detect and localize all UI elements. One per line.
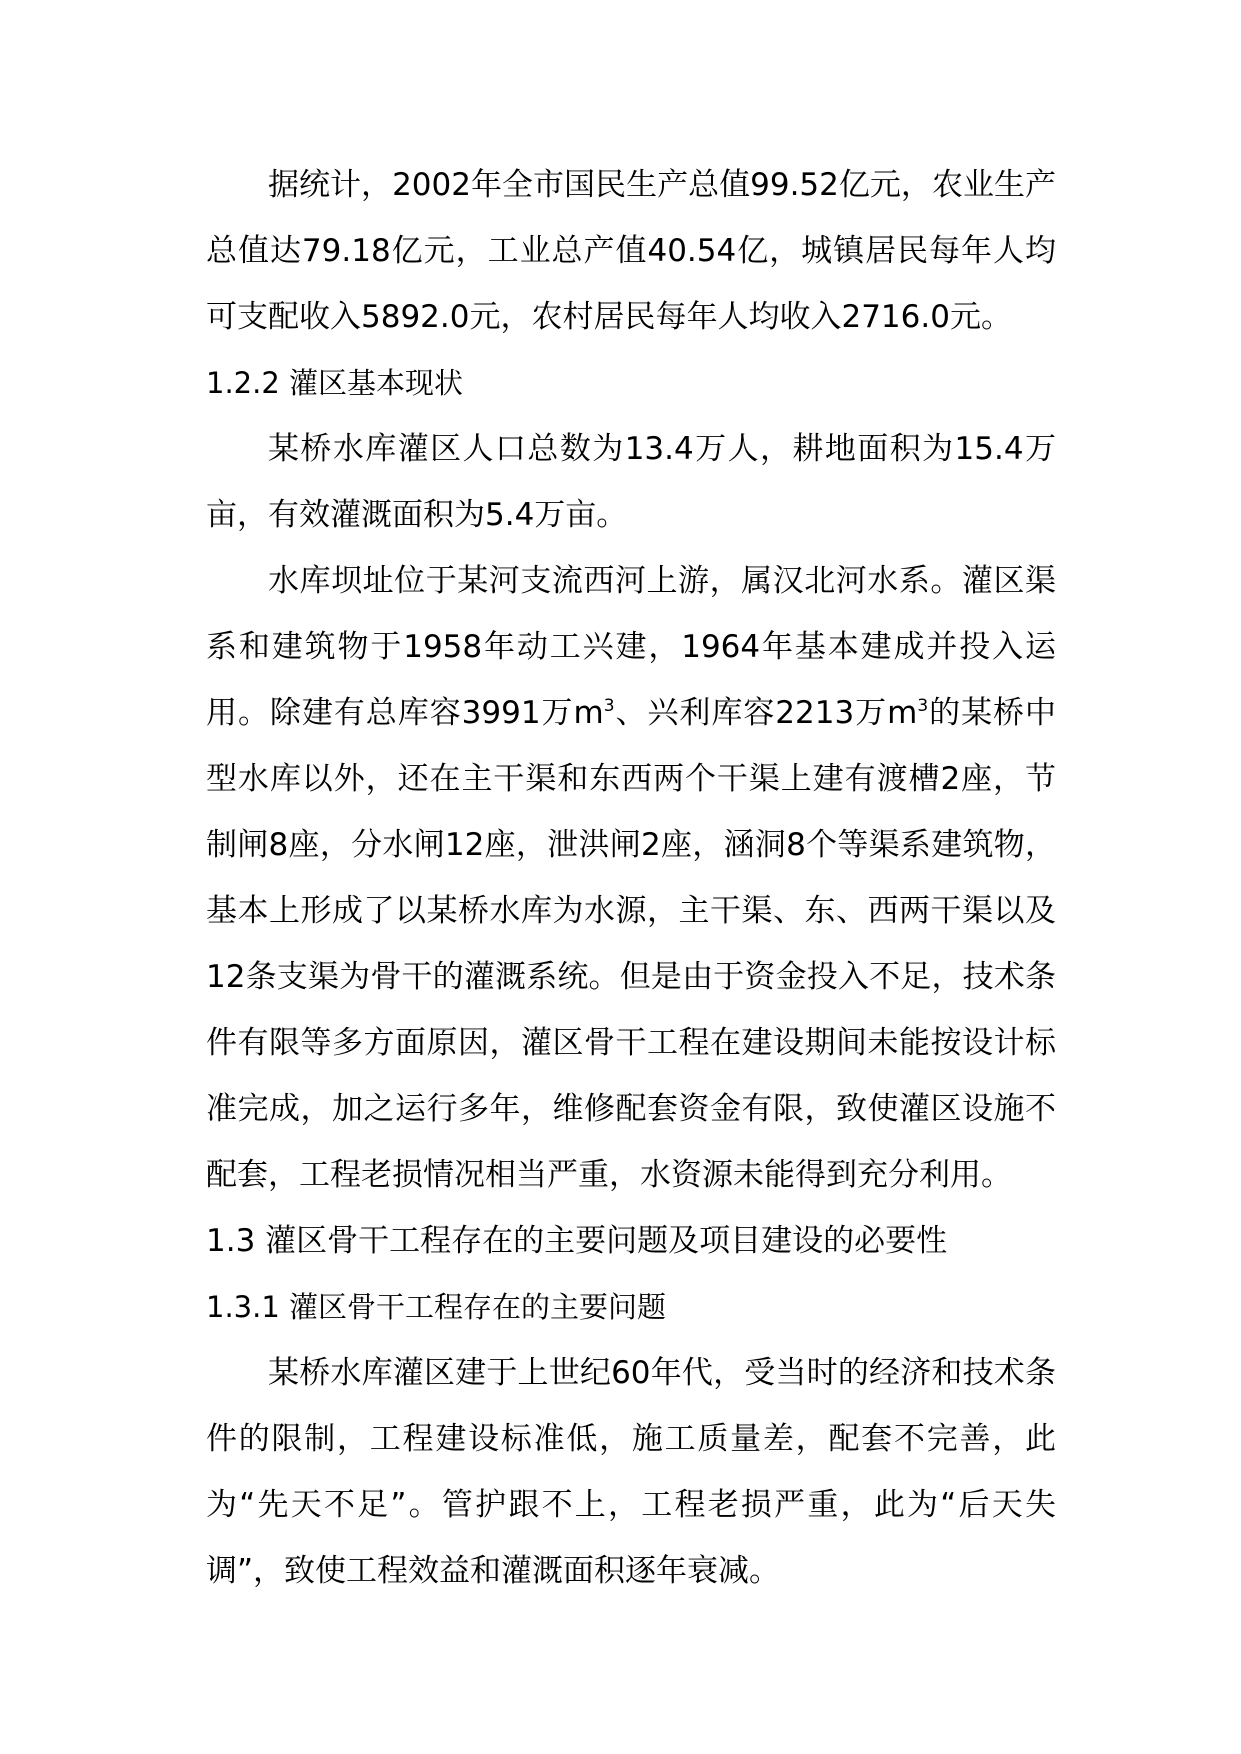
paragraph-problems: 某桥水库灌区建于上世纪60年代，受当时的经济和技术条件的限制，工程建设标准低，施工质量差，配套不完善，此为“先天不足”。管护跟不上，工程老损严重，此为“后天失调”，致使工程效益和灌溉面积逐年衰减。 [206, 1355, 1056, 1589]
superscript-3-b: 3 [917, 696, 929, 717]
document-page [206, 152, 1056, 1604]
reservoir-text-part-2: 、兴利库容2213万m [614, 695, 918, 731]
section-heading-1-2-2: 1.2.2 灌区基本现状 [206, 366, 464, 400]
reservoir-text-part-1: 水库坝址位于某河支流西河上游，属汉北河水系。灌区渠系和建筑物于1958年动工兴建，1964年基本建成并投入运用。除建有总库容3991万m [206, 563, 1056, 731]
paragraph-economy: 据统计，2002年全市国民生产总值99.52亿元，农业生产总值达79.18亿元，工业总产值40.54亿，城镇居民每年人均可支配收入5892.0元，农村居民每年人均收入2716.0元。 [206, 167, 1056, 335]
reservoir-text-part-3: 的某桥中型水库以外，还在主干渠和东西两个干渠上建有渡槽2座，节制闸8座，分水闸12座，泄洪闸2座，涵洞8个等渠系建筑物，基本上形成了以某桥水库为水源，主干渠、东、西两干渠以及12条支渠为骨干的灌溉系统。但是由于资金投入不足，技术条件有限等多方面原因，灌区骨干工程在建设期间未能按设计标准完成，加之运行多年，维修配套资金有限，致使灌区设施不配套，工程老损情况相当严重，水资源未能得到充分利用。 [206, 695, 1057, 1193]
paragraph-population: 某桥水库灌区人口总数为13.4万人，耕地面积为15.4万亩，有效灌溉面积为5.4万亩。 [206, 431, 1056, 533]
section-heading-1-3-1: 1.3.1 灌区骨干工程存在的主要问题 [206, 1290, 667, 1324]
superscript-3-a: 3 [603, 696, 615, 717]
paragraph-reservoir [206, 548, 1056, 1208]
section-heading-1-3: 1.3 灌区骨干工程存在的主要问题及项目建设的必要性 [206, 1223, 948, 1259]
